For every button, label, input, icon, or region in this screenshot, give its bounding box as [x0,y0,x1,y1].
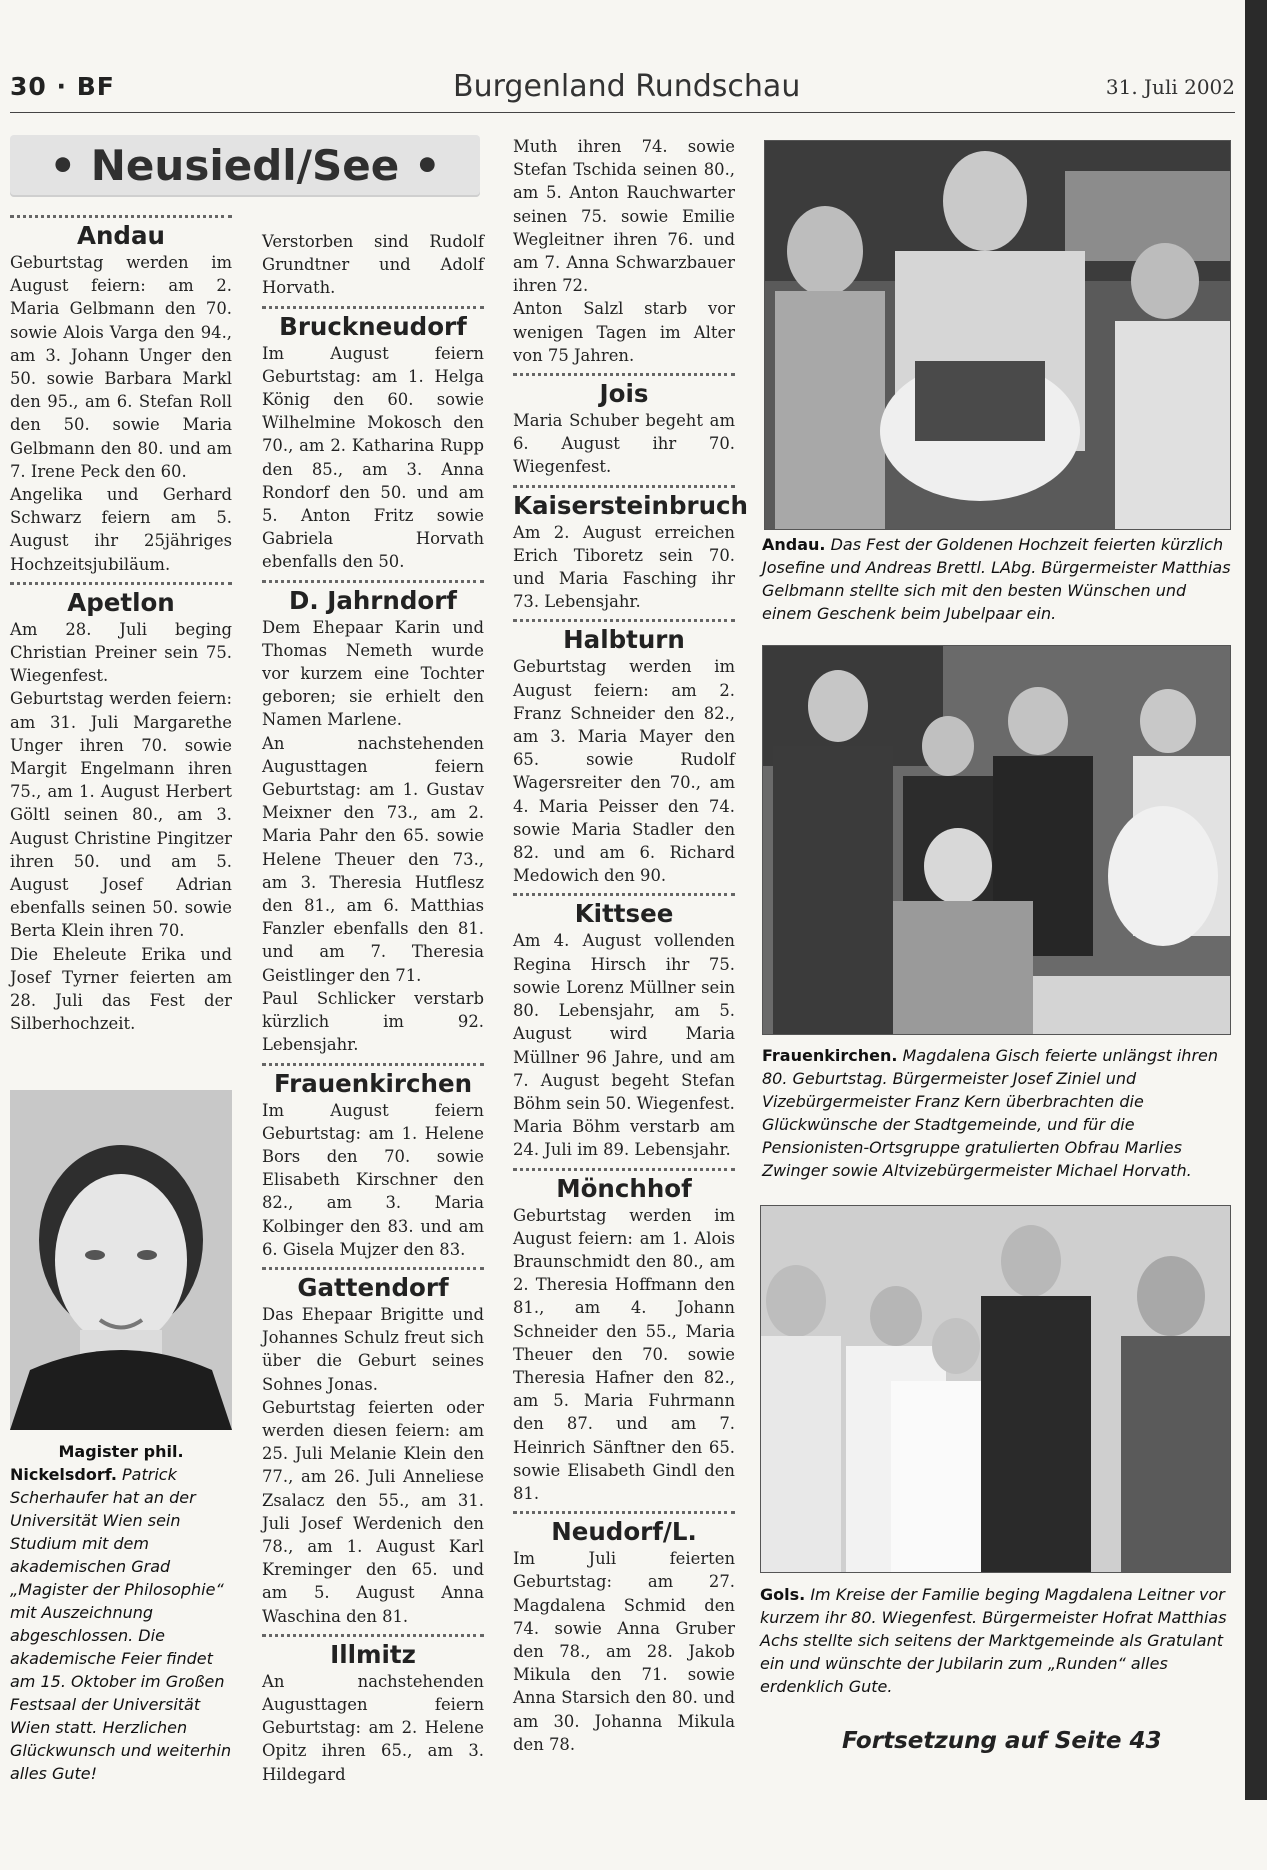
section-title-gattendorf: Gattendorf [297,1272,449,1302]
region-banner: • Neusiedl/See • [10,135,480,197]
divider [513,619,735,622]
portrait-caption-text: Patrick Scherhaufer hat an der Universität Wien sein Studium mit dem akademischen Grad „Magister der Philosophie“ mit Auszeichnung abgeschlossen. Die akademische Feier findet am 15. Oktober im Großen Festsaal der Universität Wien statt. Herzlichen Glückwunsch und weiterhin alles Gute! [10,1465,232,1783]
portrait-caption-title: Magister phil. [58,1442,184,1461]
section-text: Angelika und Gerhard Schwarz feiern am 5. August ihr 25jähriges Hochzeitsjubiläum. [10,485,232,574]
section-text: Die Eheleute Erika und Josef Tyrner feierten am 28. Juli das Fest der Silberhochzeit. [10,944,232,1034]
caption-gols-text: Im Kreise der Familie beging Magdalena Leitner vor kurzem ihr 80. Wiegenfest. Bürgermeister Hofrat Matthias Achs stellte sich seitens der Marktgemeinde als Gratulant ein und wünschte der Jubilarin zum „Runden“ alles erdenklich Gute. [760,1585,1227,1696]
column-3 [513,135,748,1775]
section-text: Muth ihren 74. sowie Stefan Tschida seinen 80., am 5. Anton Rauchwarter seinen 75. sowie Emilie Wegleitner ihren 76. und am 7. Anna Schwarzbauer ihren 72. [513,137,735,296]
section-title-moenchhof: Mönchhof [556,1173,692,1203]
photo-frauenkirchen [762,645,1231,1035]
section-title-apetlon: Apetlon [67,587,175,617]
section-text: Das Ehepaar Brigitte und Johannes Schulz freut sich über die Geburt seines Sohnes Jonas. [262,1304,484,1394]
divider [513,1168,735,1171]
caption-frauenkirchen-text: Magdalena Gisch feierte unlängst ihren 80. Geburtstag. Bürgermeister Josef Ziniel und Vizebürgermeister Franz Kern überbrachten die Glückwünsche der Stadtgemeinde, und für die Pensionisten-Ortsgruppe gratulierten Obfrau Marlies Zwinger sowie Altvizebürgermeister Michael Horvath. [762,1046,1218,1180]
section-text: Geburtstag werden feiern: am 31. Juli Margarethe Unger ihren 70. sowie Margit Engelmann ihren 75., am 1. August Herbert Göltl seinen 80., am 3. August Christine Pingitzer ihren 50. und am 5. August Josef Adrian ebenfalls seinen 50. sowie Berta Klein ihren 70. [10,689,232,941]
section-text: Geburtstag werden im August feiern: am 2. Maria Gelbmann den 70. sowie Alois Varga den 94., am 3. Johann Unger den 50. sowie Barbara Markl den 95., am 6. Stefan Roll den 50. sowie Maria Gelbmann den 80. und am 7. Irene Peck den 60. [10,253,232,481]
section-text: Im Juli feierten Geburtstag: am 27. Magdalena Schmid den 74. sowie Anna Gruber den 78., am 28. Jakob Mikula den 71. sowie Anna Starsich den 80. und am 30. Johanna Mikula den 78. [513,1549,735,1754]
section-text: Im August feiern Geburtstag: am 1. Helene Bors den 70. sowie Elisabeth Kirschner den 82., am 3. Maria Kolbinger den 83. und am 6. Gisela Mujzer den 83. [262,1100,484,1259]
page-edge [1245,0,1267,1800]
divider [262,1267,484,1270]
section-title-kittsee: Kittsee [574,899,674,929]
section-text: Maria Schuber begeht am 6. August ihr 70. Wiegenfest. [513,411,735,477]
photo-frauenkirchen-image [763,646,1230,1034]
caption-frauenkirchen [762,1044,1232,1182]
divider [10,215,232,218]
section-title-illmitz: Illmitz [330,1639,416,1669]
section-text: Am 4. August vollenden Regina Hirsch ihr 75. sowie Lorenz Müllner sein 80. Lebensjahr, am 5. August wird Maria Müllner 96 Jahre, und am 7. August begeht Stefan Böhm sein 50. Wiegenfest. [513,931,735,1113]
divider [262,306,484,309]
divider [262,1634,484,1637]
divider [513,373,735,376]
caption-andau [762,533,1232,625]
section-text: An nachstehenden Augusttagen feiern Geburtstag: am 2. Helene Opitz ihren 65., am 3. Hildegard [262,1671,484,1784]
divider [513,485,735,488]
section-text: Maria Böhm verstarb am 24. Juli im 89. Lebensjahr. [513,1117,735,1160]
section-text: Anton Salzl starb vor wenigen Tagen im Alter von 75 Jahren. [513,299,735,365]
divider [513,893,735,896]
caption-gols [760,1583,1230,1698]
divider [262,1063,484,1066]
caption-andau-lead: Andau. [762,535,826,554]
photo-andau [764,140,1231,530]
section-text: Am 28. Juli beging Christian Preiner sein 75. Wiegenfest. [10,619,232,686]
caption-andau-text: Das Fest der Goldenen Hochzeit feierten kürzlich Josefine und Andreas Brettl. LAbg. Bürgermeister Matthias Gelbmann stellte sich mit den besten Wünschen und einem Geschenk beim Jubelpaar ein. [762,535,1231,623]
issue-date: 31. Juli 2002 [1105,75,1235,99]
column-2 [262,230,484,1870]
section-title-jois: Jois [599,379,649,409]
continuation-note: Fortsetzung auf Seite 43 [842,1728,1162,1754]
section-title-neudorf: Neudorf/L. [551,1517,697,1547]
section-text: Paul Schlicker verstarb kürzlich im 92. Lebensjahr. [262,988,484,1055]
divider [513,1511,735,1514]
portrait-caption [10,1440,232,1785]
section-text: Im August feiern Geburtstag: am 1. Helga König den 60. sowie Wilhelmine Mokosch den 70., am 2. Katharina Rupp den 85., am 3. Anna Rondorf den 50. und am 5. Anton Fritz sowie Gabriela Horvath ebenfalls den 50. [262,343,484,572]
section-text: An nachstehenden Augusttagen feiern Geburtstag: am 1. Gustav Meixner den 73., am 2. Maria Pahr den 65. sowie Helene Theuer den 73., am 3. Theresia Hutflesz den 81., am 6. Matthias Fanzler ebenfalls den 81. und am 7. Theresia Geistlinger den 71. [262,733,484,985]
section-title-kaisersteinbruch: Kaisersteinbruch [513,490,748,520]
section-text: Am 2. August erreichen Erich Tiboretz sein 70. und Maria Fasching ihr 73. Lebensjahr. [513,522,735,612]
section-title-andau: Andau [77,221,165,250]
section-text: Geburtstag werden im August feiern: am 2. Franz Schneider den 82., am 3. Maria Mayer den 65. sowie Rudolf Wagersreiter den 70., am 4. Maria Peisser den 74. sowie Maria Stadler den 82. und am 6. Richard Medowich den 90. [513,657,735,886]
divider [10,582,232,585]
photo-gols-image [761,1206,1230,1572]
section-title-bruckneudorf: Bruckneudorf [279,311,467,341]
section-text: Geburtstag werden im August feiern: am 1. Alois Braunschmidt den 80., am 2. Theresia Hoffmann den 81., am 4. Johann Schneider den 55., Maria Theuer den 70. sowie Theresia Hafner den 82., am 5. Maria Fuhrmann den 87. und am 7. Heinrich Sänftner den 65. sowie Elisabeth Gindl den 81. [513,1205,735,1503]
section-text: Dem Ehepaar Karin und Thomas Nemeth wurde vor kurzem eine Tochter geboren; sie erhielt den Namen Marlene. [262,617,484,730]
section-title-jahrndorf: D. Jahrndorf [289,585,457,615]
section-text: Geburtstag feierten oder werden diesen feiern: am 25. Juli Melanie Klein den 77., am 26. Juli Anneliese Zsalacz den 55., am 31. Juli Josef Werdenich den 78., am 1. August Karl Kreminger den 65. und am 5. August Anna Waschina den 81. [262,1397,484,1626]
caption-frauenkirchen-lead: Frauenkirchen. [762,1046,898,1065]
portrait-caption-lead: Nickelsdorf. [10,1465,117,1484]
portrait-image [10,1090,232,1430]
photo-andau-image [765,141,1230,529]
section-title-frauenkirchen: Frauenkirchen [273,1068,473,1098]
divider [262,580,484,583]
page-header [10,69,1235,113]
publication-title: Burgenland Rundschau [453,69,801,104]
page-number: 30 · BF [10,72,115,101]
portrait-photo [10,1090,232,1430]
section-text: Verstorben sind Rudolf Grundtner und Adolf Horvath. [262,232,484,298]
section-title-halbturn: Halbturn [563,625,685,655]
photo-gols [760,1205,1231,1573]
caption-gols-lead: Gols. [760,1585,806,1604]
